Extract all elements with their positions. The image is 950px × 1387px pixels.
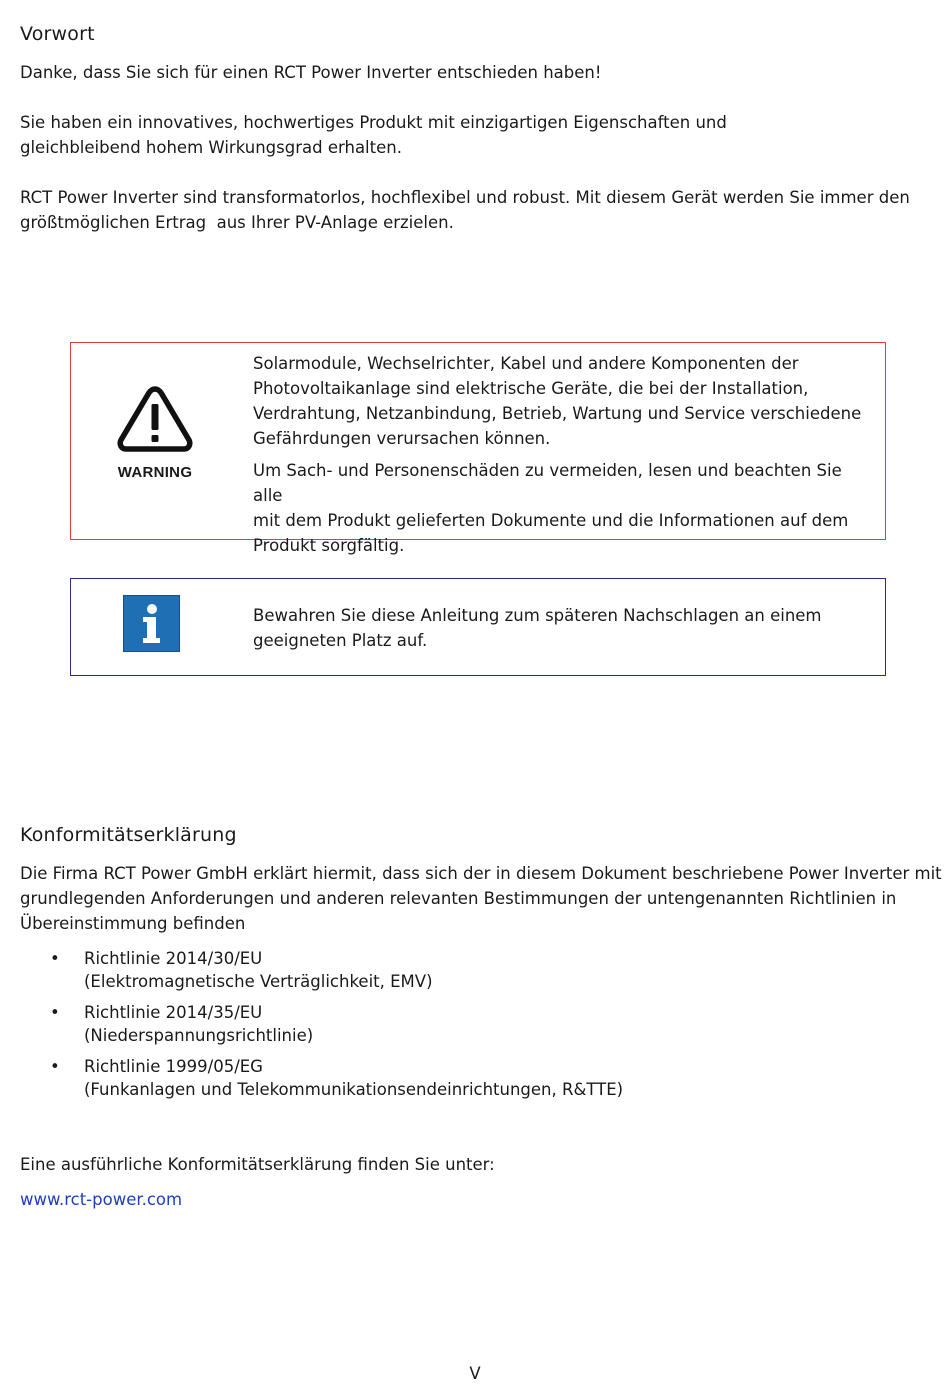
more-info-text: Eine ausführliche Konformitätserklärung finden Sie unter: (20, 1155, 495, 1174)
konformitaet-intro (20, 861, 942, 936)
warning-text-line: Verdrahtung, Netzanbindung, Betrieb, Wartung und Service verschiedene (253, 404, 862, 423)
vorwort-paragraph-1: Danke, dass Sie sich für einen RCT Power Inverter entschieden haben! (20, 63, 602, 82)
vorwort-paragraph-3-line: RCT Power Inverter sind transformatorlos, hochflexibel und robust. Mit diesem Gerät werden Sie immer den (20, 188, 910, 207)
info-text-line: Bewahren Sie diese Anleitung zum späteren Nachschlagen an einem (253, 606, 822, 625)
section-title-vorwort: Vorwort (20, 23, 95, 45)
section-title-konformitaet: Konformitätserklärung (20, 824, 237, 846)
warning-text-line: Produkt sorgfältig. (253, 536, 405, 555)
info-text-line: geeigneten Platz auf. (253, 631, 428, 650)
warning-text-line: Solarmodule, Wechselrichter, Kabel und andere Komponenten der (253, 354, 799, 373)
directive-name: Richtlinie 2014/30/EU (84, 949, 263, 968)
warning-label: WARNING (117, 464, 193, 481)
warning-text-line: Um Sach- und Personenschäden zu vermeiden, lesen und beachten Sie alle (253, 461, 842, 505)
warning-triangle-icon (115, 383, 195, 455)
list-item (20, 947, 900, 993)
info-text (253, 603, 873, 653)
warning-text-block-1 (253, 351, 873, 451)
directive-name: Richtlinie 2014/35/EU (84, 1003, 263, 1022)
directive-list (20, 947, 900, 1109)
warning-text-line: mit dem Produkt gelieferten Dokumente und die Informationen auf dem (253, 511, 849, 530)
vorwort-paragraph-3-line: größtmöglichen Ertrag aus Ihrer PV-Anlage erzielen. (20, 213, 454, 232)
bullet-icon: • (50, 1057, 60, 1076)
warning-icon (115, 383, 195, 482)
page-number: V (469, 1364, 481, 1383)
bullet-icon: • (50, 1003, 60, 1022)
info-box (70, 578, 886, 676)
directive-description: (Niederspannungsrichtlinie) (84, 1026, 314, 1045)
vorwort-paragraph-2-line: gleichbleibend hohem Wirkungsgrad erhalten. (20, 138, 402, 157)
konformitaet-intro-line: grundlegenden Anforderungen und anderen relevanten Bestimmungen der untengenannten Richtlinien in (20, 889, 897, 908)
directive-description: (Funkanlagen und Telekommunikationsendeinrichtungen, R&TTE) (84, 1080, 624, 1099)
vorwort-paragraph-2 (20, 110, 727, 160)
konformitaet-intro-line: Übereinstimmung befinden (20, 914, 246, 933)
vorwort-paragraph-3 (20, 185, 910, 235)
bullet-icon: • (50, 949, 60, 968)
konformitaet-intro-line: Die Firma RCT Power GmbH erklärt hiermit, dass sich der in diesem Dokument beschriebene Power Inverter mit (20, 864, 942, 883)
warning-text-line: Photovoltaikanlage sind elektrische Geräte, die bei der Installation, (253, 379, 809, 398)
directive-name: Richtlinie 1999/05/EG (84, 1057, 263, 1076)
directive-description: (Elektromagnetische Verträglichkeit, EMV) (84, 972, 433, 991)
list-item (20, 1001, 900, 1047)
list-item (20, 1055, 900, 1101)
website-link[interactable]: www.rct-power.com (20, 1190, 183, 1209)
warning-text-line: Gefährdungen verursachen können. (253, 429, 551, 448)
warning-text (253, 351, 873, 558)
info-icon (123, 595, 180, 652)
warning-text-block-2 (253, 458, 873, 558)
vorwort-paragraph-2-line: Sie haben ein innovatives, hochwertiges Produkt mit einzigartigen Eigenschaften und (20, 113, 727, 132)
info-i-glyph-icon (124, 596, 179, 651)
warning-box (70, 342, 886, 555)
